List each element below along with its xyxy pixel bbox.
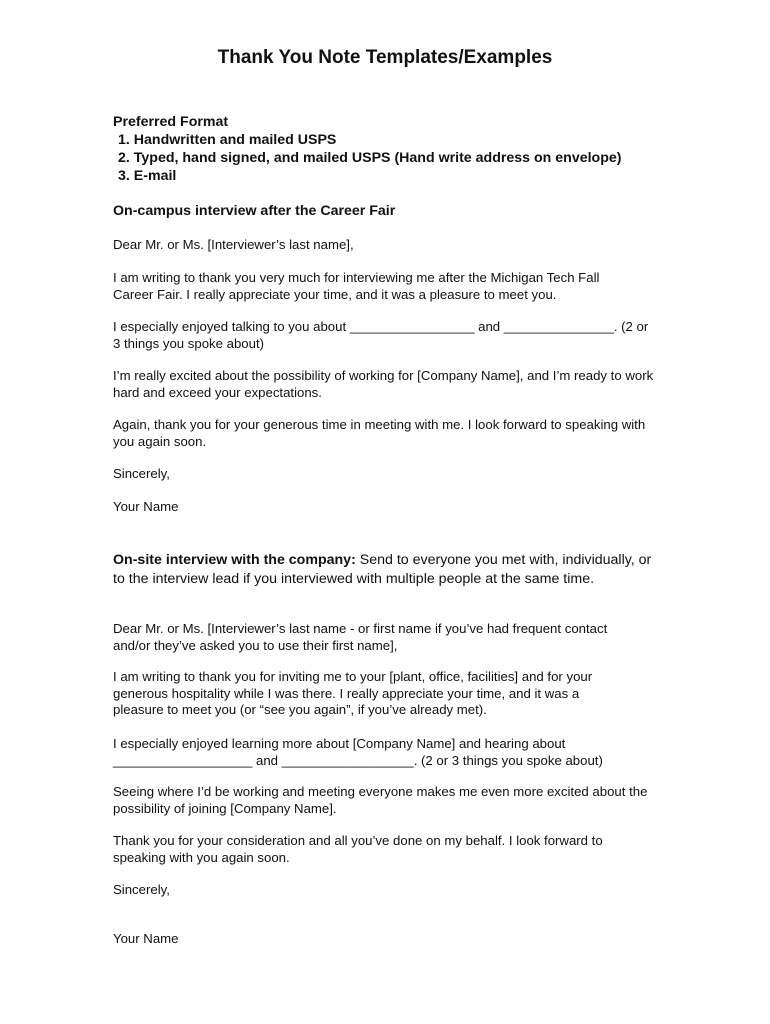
section1-closing: Sincerely, [113,466,170,481]
section2-heading: On-site interview with the company: [113,552,356,568]
section1-paragraph-1: I am writing to thank you very much for interviewing me after the Michigan Tech Fall Career Fair. I really appreciate your time, and it was a pleasure to meet you. [113,270,600,302]
preferred-format-heading: Preferred Format [113,114,229,130]
format-item: 1. Handwritten and mailed USPS [118,132,337,148]
section2-paragraph-2: I especially enjoyed learning more about [Company Name] and hearing about ___________________ and __________________. (2 or 3 things you spoke about) [113,736,603,768]
section2-salutation: Dear Mr. or Ms. [Interviewer’s last name - or first name if you’ve had frequent contact and/or they’ve asked you to use their first name], [113,621,608,653]
preferred-format-section [113,113,673,185]
section2-intro [113,551,663,588]
format-item: 3. E-mail [118,168,177,184]
section2-signature: Your Name [113,931,179,946]
section2-paragraph-4: Thank you for your consideration and all you’ve done on my behalf. I look forward to speaking with you again soon. [113,833,603,865]
section1-paragraph-3: I’m really excited about the possibility of working for [Company Name], and I’m ready to work hard and exceed your expectations. [113,368,654,400]
section2-paragraph-3: Seeing where I’d be working and meeting everyone makes me even more excited about the possibility of joining [Company Name]. [113,784,648,816]
section2-closing: Sincerely, [113,882,170,897]
section1-paragraph-2: I especially enjoyed talking to you about _________________ and _______________. (2 or 3 things you spoke about) [113,319,649,351]
section1-heading: On-campus interview after the Career Fair [113,203,396,219]
section1-signature: Your Name [113,499,179,514]
section2-paragraph-1: I am writing to thank you for inviting me to your [plant, office, facilities] and for your generous hospitality while I was there. I really appreciate your time, and it was a pleasure to meet you (or “see you again”, if you’ve already met). [113,669,593,717]
format-item: 2. Typed, hand signed, and mailed USPS (Hand write address on envelope) [118,150,622,166]
section1-salutation: Dear Mr. or Ms. [Interviewer’s last name], [113,237,354,252]
section2-heading-note: Send to everyone you met with, individually, or to the interview lead if you interviewed with multiple people at the same time. [113,552,652,587]
section1-paragraph-4: Again, thank you for your generous time in meeting with me. I look forward to speaking with you again soon. [113,417,646,449]
document-title: Thank You Note Templates/Examples [217,47,553,68]
preferred-format-list [113,131,673,185]
